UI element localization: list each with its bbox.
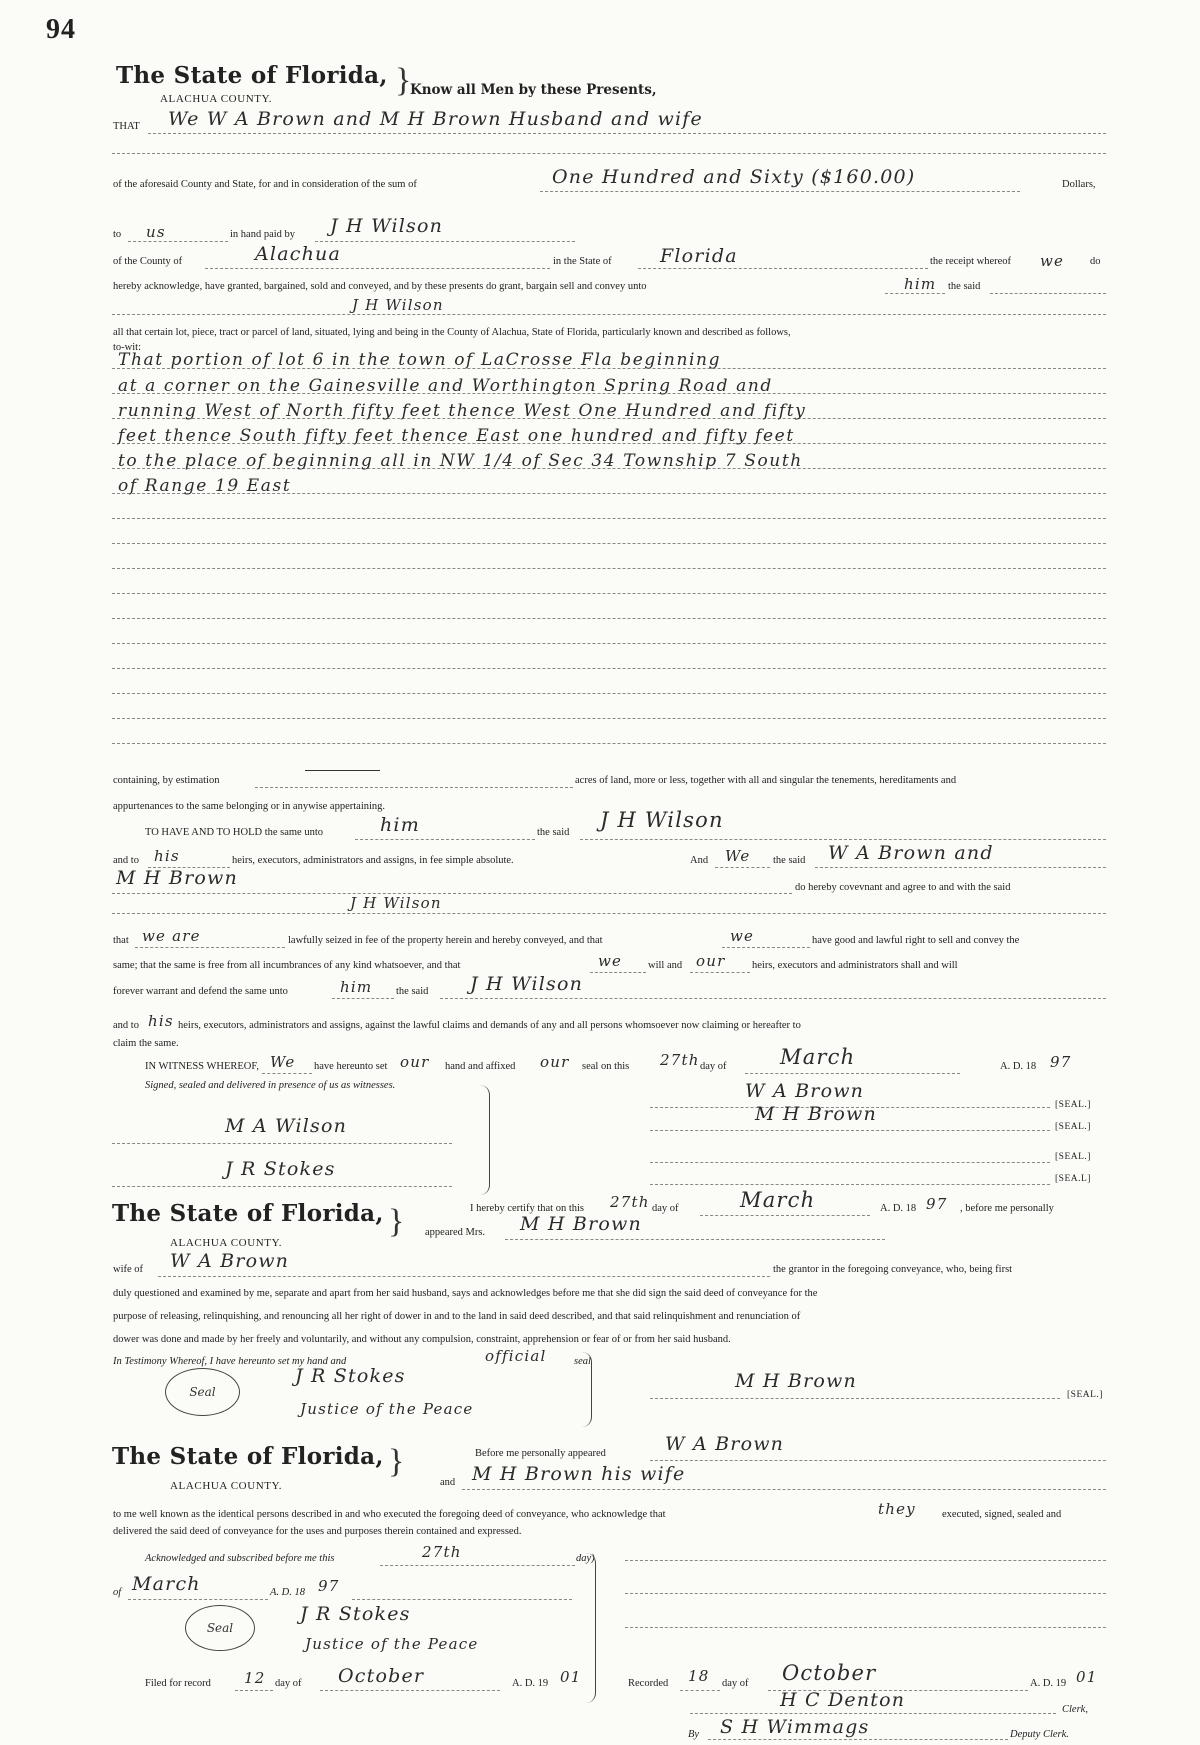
ack-before-text: Before me personally appeared xyxy=(475,1448,606,1459)
cert-brace: } xyxy=(388,1203,405,1240)
witness-month-value: March xyxy=(780,1045,856,1069)
description-line: at a corner on the Gainesville and Worthington Spring Road and xyxy=(118,376,773,396)
cert-day-value: 27th xyxy=(610,1193,650,1211)
heading-brace: } xyxy=(395,62,412,99)
habendum-grantor1: W A Brown and xyxy=(828,842,994,864)
habendum-we-value: We xyxy=(725,847,751,865)
ack-brace: } xyxy=(388,1443,405,1480)
state-of-value: Florida xyxy=(660,245,738,267)
appurtenances-text: appurtenances to the same belonging or in anywise appertaining. xyxy=(113,801,386,812)
cert-county-heading: ALACHUA COUNTY. xyxy=(170,1237,283,1249)
habendum-grantor2: M H Brown xyxy=(116,867,238,889)
ack-county-heading: ALACHUA COUNTY. xyxy=(170,1480,283,1492)
deputy-line xyxy=(708,1739,1008,1740)
forever-said-label: the said xyxy=(396,986,429,997)
cert-official-value: official xyxy=(485,1347,547,1365)
ack-seal-stamp xyxy=(185,1605,255,1651)
signature-line-4 xyxy=(650,1184,1050,1185)
seized-text: lawfully seized in fee of the property herein and hereby conveyed, and that xyxy=(288,935,603,946)
ack-they-value: they xyxy=(878,1500,916,1518)
cert-signer-seal: [SEAL.] xyxy=(1067,1390,1103,1400)
incumbrances-we-value: we xyxy=(598,952,623,970)
ack-month-value: March xyxy=(132,1573,201,1595)
habendum-said-label: the said xyxy=(537,827,570,838)
witness-month-line xyxy=(745,1073,960,1074)
witness-day-value: 27th xyxy=(660,1051,700,1069)
filed-day-value: 12 xyxy=(244,1669,266,1687)
covenant-grantee: J H Wilson xyxy=(350,894,442,912)
rec-day-of: day of xyxy=(722,1678,749,1689)
ack-person1-line xyxy=(650,1460,1106,1461)
grantors-value: We W A Brown and M H Brown Husband and wife xyxy=(168,108,703,130)
grantor-signature-2: M H Brown xyxy=(755,1103,877,1125)
ack-subscribed-text: Acknowledged and subscribed before me this xyxy=(145,1553,335,1564)
habendum-and-label: And xyxy=(690,855,709,866)
that-line xyxy=(135,947,285,948)
rec-ad: A. D. 19 xyxy=(1030,1678,1067,1689)
deputy-signature: S H Wimmags xyxy=(720,1716,870,1738)
county-of-label: of the County of xyxy=(113,256,183,267)
signature-line-3 xyxy=(650,1162,1050,1163)
grant-unto-line xyxy=(885,293,945,294)
to-line xyxy=(128,241,228,242)
consideration-text: of the aforesaid County and State, for and in consideration of the sum of xyxy=(113,179,417,190)
paid-by-line xyxy=(315,241,575,242)
state-of-line xyxy=(638,268,928,269)
county-heading: ALACHUA COUNTY. xyxy=(160,93,273,105)
description-line: to the place of beginning all in NW 1/4 of Sec 34 Township 7 South xyxy=(118,451,803,471)
habendum-said2: the said xyxy=(773,855,806,866)
witness-our2: our xyxy=(540,1053,570,1071)
habendum-said-line xyxy=(580,839,1106,840)
page-number: 94 xyxy=(46,14,76,45)
ack-state-heading: The State of Florida, xyxy=(112,1443,384,1470)
and-to-label-2: and to xyxy=(113,1020,139,1031)
ack-year-value: 97 xyxy=(318,1577,340,1595)
ack-sign-line-3 xyxy=(625,1627,1106,1628)
witness-line-2 xyxy=(112,1186,452,1187)
ack-sign-line-2 xyxy=(625,1593,1106,1594)
filed-ad: A. D. 19 xyxy=(512,1678,549,1689)
grantor-signature-1: W A Brown xyxy=(745,1080,865,1102)
our-value: our xyxy=(696,952,726,970)
ack-of-label: of xyxy=(113,1587,122,1598)
filed-day-line xyxy=(235,1690,273,1691)
cert-ad: A. D. 18 xyxy=(880,1203,917,1214)
description-line: feet thence South fifty feet thence East one hundred and fifty feet xyxy=(118,426,795,446)
and-to-value: his xyxy=(154,847,180,865)
ack-person1: W A Brown xyxy=(665,1433,785,1455)
ack-officer-signature: J R Stokes xyxy=(300,1603,411,1625)
witness-we-value: We xyxy=(270,1053,296,1071)
cert-month-line xyxy=(700,1215,870,1216)
desc-rule xyxy=(112,668,1106,669)
clerk-signature: H C Denton xyxy=(780,1689,906,1711)
filed-month-line xyxy=(320,1690,500,1691)
receipt-label: the receipt whereof xyxy=(930,256,1012,267)
witness-hand-text: hand and affixed xyxy=(445,1061,516,1072)
covenant-text: do hereby covevnant and agree to and with the said xyxy=(795,882,1011,893)
rec-year-value: 01 xyxy=(1076,1668,1098,1686)
witness-bracket xyxy=(470,1085,490,1195)
rec-day-line xyxy=(680,1690,720,1691)
cert-body-line: purpose of releasing, relinquishing, and renouncing all her right of dower in and to the land in said deed described, and that said relinquishment and renunciation of xyxy=(113,1311,801,1322)
ack-line2-text: delivered the said deed of conveyance for the uses and purposes therein contained and expressed. xyxy=(113,1526,522,1537)
filed-label: Filed for record xyxy=(145,1678,211,1689)
desc-rule xyxy=(112,718,1106,719)
habendum-unto-line xyxy=(355,839,535,840)
cert-day-of: day of xyxy=(652,1203,679,1214)
grantee-line xyxy=(112,314,1106,315)
cert-month-value: March xyxy=(740,1188,816,1212)
habendum-grantor2-line xyxy=(112,893,792,894)
grant-said-label: the said xyxy=(948,281,981,292)
that-label-2: that xyxy=(113,935,129,946)
witness-name-1: M A Wilson xyxy=(225,1115,348,1137)
cert-signer-signature: M H Brown xyxy=(735,1370,857,1392)
will-and-label: will and xyxy=(648,960,683,971)
cert-husband-value: W A Brown xyxy=(170,1250,290,1272)
habendum-we-line xyxy=(715,867,770,868)
incumbrances-we-line xyxy=(590,972,646,973)
rec-month-value: October xyxy=(782,1661,877,1685)
that-label: THAT xyxy=(113,121,140,132)
seal-label-1: [SEAL.] xyxy=(1055,1100,1091,1110)
description-line: That portion of lot 6 in the town of LaCrosse Fla beginning xyxy=(118,350,722,370)
rec-day-value: 18 xyxy=(688,1667,710,1685)
against-text: heirs, executors, administrators and assigns, against the lawful claims and demands of any and all persons whomsoever now claiming or hereafter to xyxy=(178,1020,801,1031)
ack-line1b-text: executed, signed, sealed and xyxy=(942,1509,1062,1520)
good-text: have good and lawful right to sell and convey the xyxy=(812,935,1020,946)
witness-ad: A. D. 18 xyxy=(1000,1061,1037,1072)
signed-text: Signed, sealed and delivered in presence of us as witnesses. xyxy=(145,1080,396,1091)
ack-month-line xyxy=(128,1599,268,1600)
towit-label: to-wit: xyxy=(113,342,141,353)
ack-bracket xyxy=(584,1553,596,1703)
to-label: to xyxy=(113,229,122,240)
cert-stamp-text: Seal xyxy=(189,1385,216,1399)
habendum-unto-value: him xyxy=(380,814,420,836)
habendum-heirs-text: heirs, executors, administrators and assigns, in fee simple absolute. xyxy=(232,855,514,866)
cert-state-heading: The State of Florida, xyxy=(112,1200,384,1227)
description-line: of Range 19 East xyxy=(118,476,292,496)
desc-rule xyxy=(112,518,1106,519)
consideration-line xyxy=(540,191,1020,192)
seal-label-4: [SEA.L] xyxy=(1055,1174,1091,1184)
ack-officer-title: Justice of the Peace xyxy=(305,1635,479,1653)
cert-grantor-text: the grantor in the foregoing conveyance, who, being first xyxy=(773,1264,1013,1275)
filed-month-value: October xyxy=(338,1665,425,1687)
ack-day-word: day) xyxy=(576,1553,595,1564)
county-of-line xyxy=(205,268,550,269)
desc-rule xyxy=(112,568,1106,569)
forever-text: forever warrant and defend the same unto xyxy=(113,986,288,997)
containing-label: containing, by estimation xyxy=(113,775,220,786)
ack-day-value: 27th xyxy=(422,1543,462,1561)
receipt-value: we xyxy=(1040,252,1065,270)
covenant-heirs-text: heirs, executors and administrators shall and will xyxy=(752,960,958,971)
witness-our1: our xyxy=(400,1053,430,1071)
containing-text: acres of land, more or less, together with all and singular the tenements, hereditaments and xyxy=(575,775,957,786)
witness-year-value: 97 xyxy=(1050,1053,1072,1071)
to-value: us xyxy=(146,223,166,241)
grantee-value: J H Wilson xyxy=(352,296,444,314)
ack-line1-text: to me well known as the identical persons described in and who executed the foregoing deed of conveyance, who acknowledge that xyxy=(113,1509,666,1520)
witness-seal-text: seal on this xyxy=(582,1061,630,1072)
habendum-grantee: J H Wilson xyxy=(600,808,724,832)
state-of-label: in the State of xyxy=(553,256,612,267)
filed-year-value: 01 xyxy=(560,1668,582,1686)
desc-rule xyxy=(112,543,1106,544)
and-to-label: and to xyxy=(113,855,139,866)
cert-seal-word: seal xyxy=(574,1356,591,1367)
description-line: running West of North fifty feet thence West One Hundred and fifty xyxy=(118,401,807,421)
desc-rule xyxy=(112,693,1106,694)
cert-certify-text: I hereby certify that on this xyxy=(470,1203,585,1214)
land-text: all that certain lot, piece, tract or parcel of land, situated, lying and being in the County of Alachua, State of Florida, particularly known and described as follows, xyxy=(113,327,791,338)
consideration-value: One Hundred and Sixty ($160.00) xyxy=(552,166,916,188)
and-to-his-value: his xyxy=(148,1012,174,1030)
state-heading: The State of Florida, xyxy=(116,62,388,89)
seal-label-3: [SEAL.] xyxy=(1055,1152,1091,1162)
cert-officer-title: Justice of the Peace xyxy=(300,1400,474,1418)
grant-text: hereby acknowledge, have granted, bargained, sold and conveyed, and by these presents do grant, bargain sell and convey unto xyxy=(113,281,647,292)
ack-person2-line xyxy=(462,1489,1106,1490)
cert-bracket xyxy=(578,1352,592,1427)
incumbrances-text: same; that the same is free from all incumbrances of any kind whatsoever, and that xyxy=(113,960,461,971)
deputy-label: Deputy Clerk. xyxy=(1010,1729,1069,1740)
habendum-label: TO HAVE AND TO HOLD the same unto xyxy=(145,827,324,838)
forever-said-line xyxy=(440,998,1106,999)
witness-name-2: J R Stokes xyxy=(225,1158,336,1180)
desc-rule xyxy=(112,593,1106,594)
ack-person2: M H Brown his wife xyxy=(472,1463,686,1485)
forever-grantee: J H Wilson xyxy=(470,973,584,995)
cert-body-line: dower was done and made by her freely and voluntarily, and without any compulsion, constraint, apprehension or fear of or from her said husband. xyxy=(113,1334,731,1345)
ack-sign-line-1 xyxy=(625,1560,1106,1561)
cert-signer-line xyxy=(650,1398,1060,1399)
signature-line-2 xyxy=(650,1130,1050,1131)
desc-rule xyxy=(112,643,1106,644)
filed-day-of: day of xyxy=(275,1678,302,1689)
cert-testimony-text: In Testimony Whereof, I have hereunto set my hand and xyxy=(113,1356,347,1367)
clerk-line xyxy=(690,1713,1056,1714)
witness-line-1 xyxy=(112,1143,452,1144)
cert-appeared-value: M H Brown xyxy=(520,1213,642,1235)
covenant-grantee-line xyxy=(112,913,1106,914)
ack-and-label: and xyxy=(440,1477,456,1488)
paid-by-value: J H Wilson xyxy=(330,215,444,237)
county-of-value: Alachua xyxy=(255,243,341,265)
forever-unto-value: him xyxy=(340,978,373,996)
witness-label: IN WITNESS WHEREOF, xyxy=(145,1061,259,1072)
witness-set-text: have hereunto set xyxy=(314,1061,388,1072)
cert-appeared-line xyxy=(505,1239,885,1240)
that-value: we are xyxy=(142,927,201,945)
seal-label-2: [SEAL.] xyxy=(1055,1122,1091,1132)
cert-appeared-label: appeared Mrs. xyxy=(425,1227,486,1238)
clerk-label: Clerk, xyxy=(1062,1704,1088,1715)
cert-officer-signature: J R Stokes xyxy=(295,1365,406,1387)
habendum-grantor-line xyxy=(815,867,1106,868)
grant-said-line xyxy=(990,293,1106,294)
grantors-line-2 xyxy=(112,153,1106,154)
ack-ad: A. D. 18 xyxy=(270,1587,305,1598)
ack-stamp-text: Seal xyxy=(206,1621,234,1635)
receipt-suffix: do xyxy=(1090,256,1101,267)
our-line xyxy=(690,972,750,973)
deputy-by-label: By xyxy=(688,1729,700,1740)
ack-year-line xyxy=(352,1599,572,1600)
cert-wife-of-label: wife of xyxy=(113,1264,144,1275)
desc-rule xyxy=(112,618,1106,619)
cert-body-line: duly questioned and examined by me, separate and apart from her said husband, says and acknowledges before me that she did sign the said deed of conveyance for the xyxy=(113,1288,818,1299)
seized-we-line xyxy=(722,947,810,948)
cert-before-text: , before me personally xyxy=(960,1203,1054,1214)
cert-seal-stamp xyxy=(165,1368,240,1416)
seized-we-value: we xyxy=(730,927,755,945)
containing-dash xyxy=(305,770,380,771)
ack-day-line xyxy=(380,1565,575,1566)
forever-unto-line xyxy=(332,998,394,999)
paid-by-label: in hand paid by xyxy=(230,229,296,240)
grant-unto-value: him xyxy=(904,275,937,293)
grantors-line xyxy=(148,133,1106,134)
desc-rule xyxy=(112,743,1106,744)
dollars-label: Dollars, xyxy=(1062,179,1096,190)
witness-we-line xyxy=(262,1073,312,1074)
witness-day-of: day of xyxy=(700,1061,727,1072)
containing-line xyxy=(255,787,573,788)
cert-year-value: 97 xyxy=(926,1195,948,1213)
cert-husband-line xyxy=(158,1276,770,1277)
recorded-label: Recorded xyxy=(628,1678,669,1689)
know-all-men: Know all Men by these Presents, xyxy=(410,82,657,98)
claim-text: claim the same. xyxy=(113,1038,179,1049)
